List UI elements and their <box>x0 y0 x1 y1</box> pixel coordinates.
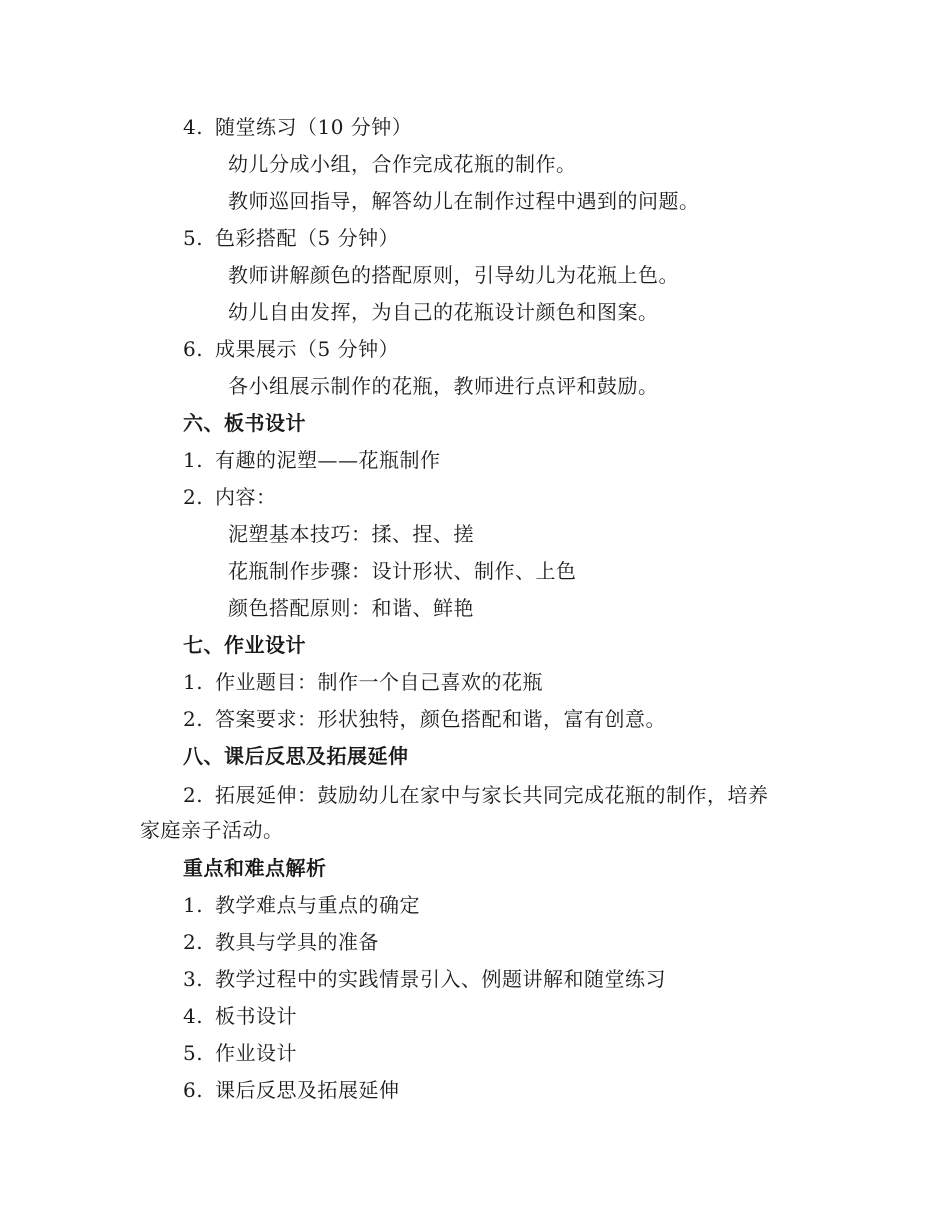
list-number: 5. <box>183 226 204 250</box>
list-text: 答案要求：形状独特，颜色搭配和谐，富有创意。 <box>215 707 666 731</box>
list-item <box>183 670 543 694</box>
list-number: 6. <box>183 1078 204 1102</box>
list-number: 1. <box>183 893 204 917</box>
list-text: 内容： <box>215 485 277 509</box>
list-text: 有趣的泥塑——花瓶制作 <box>215 448 441 472</box>
sub-item: 泥塑基本技巧：揉、捏、搓 <box>228 522 474 546</box>
list-item <box>183 893 420 917</box>
list-text: 拓展延伸：鼓励幼儿在家中与家长共同完成花瓶的制作，培养 <box>215 783 769 807</box>
list-number: 2. <box>183 485 204 509</box>
list-number: 1. <box>183 670 204 694</box>
list-text: 教学过程中的实践情景引入、例题讲解和随堂练习 <box>215 967 666 991</box>
list-item-practice <box>183 115 412 139</box>
list-text: 作业题目：制作一个自己喜欢的花瓶 <box>215 670 543 694</box>
list-number: 1. <box>183 448 204 472</box>
list-item <box>183 707 666 731</box>
sub-item: 花瓶制作步骤：设计形状、制作、上色 <box>228 559 577 583</box>
paragraph: 教师巡回指导，解答幼儿在制作过程中遇到的问题。 <box>228 189 700 213</box>
section-heading-analysis: 重点和难点解析 <box>183 856 327 880</box>
list-text: 随堂练习（10 分钟） <box>215 115 413 139</box>
list-item <box>183 1041 297 1065</box>
list-text: 作业设计 <box>215 1041 297 1065</box>
list-item <box>183 967 666 991</box>
section-heading-board: 六、板书设计 <box>183 411 306 435</box>
sub-item: 颜色搭配原则：和谐、鲜艳 <box>228 596 474 620</box>
paragraph-continuation: 家庭亲子活动。 <box>140 818 284 842</box>
paragraph: 幼儿自由发挥，为自己的花瓶设计颜色和图案。 <box>228 300 659 324</box>
list-number: 2. <box>183 783 204 807</box>
list-number: 5. <box>183 1041 204 1065</box>
list-item <box>183 485 277 509</box>
list-item <box>183 448 441 472</box>
list-item <box>183 783 769 807</box>
section-heading-reflection: 八、课后反思及拓展延伸 <box>183 744 409 768</box>
section-heading-homework: 七、作业设计 <box>183 633 306 657</box>
list-number: 4. <box>183 115 204 139</box>
list-text: 成果展示（5 分钟） <box>215 337 400 361</box>
paragraph: 教师讲解颜色的搭配原则，引导幼儿为花瓶上色。 <box>228 263 679 287</box>
list-text: 课后反思及拓展延伸 <box>215 1078 400 1102</box>
list-item <box>183 1078 400 1102</box>
list-text: 板书设计 <box>215 1004 297 1028</box>
list-number: 6. <box>183 337 204 361</box>
list-number: 4. <box>183 1004 204 1028</box>
paragraph: 各小组展示制作的花瓶，教师进行点评和鼓励。 <box>228 374 659 398</box>
paragraph: 幼儿分成小组，合作完成花瓶的制作。 <box>228 152 577 176</box>
list-item-showcase <box>183 337 399 361</box>
list-number: 3. <box>183 967 204 991</box>
list-item <box>183 930 379 954</box>
list-item-color <box>183 226 399 250</box>
list-item <box>183 1004 297 1028</box>
list-text: 教学难点与重点的确定 <box>215 893 420 917</box>
list-text: 色彩搭配（5 分钟） <box>215 226 400 250</box>
list-number: 2. <box>183 930 204 954</box>
list-text: 教具与学具的准备 <box>215 930 379 954</box>
list-number: 2. <box>183 707 204 731</box>
